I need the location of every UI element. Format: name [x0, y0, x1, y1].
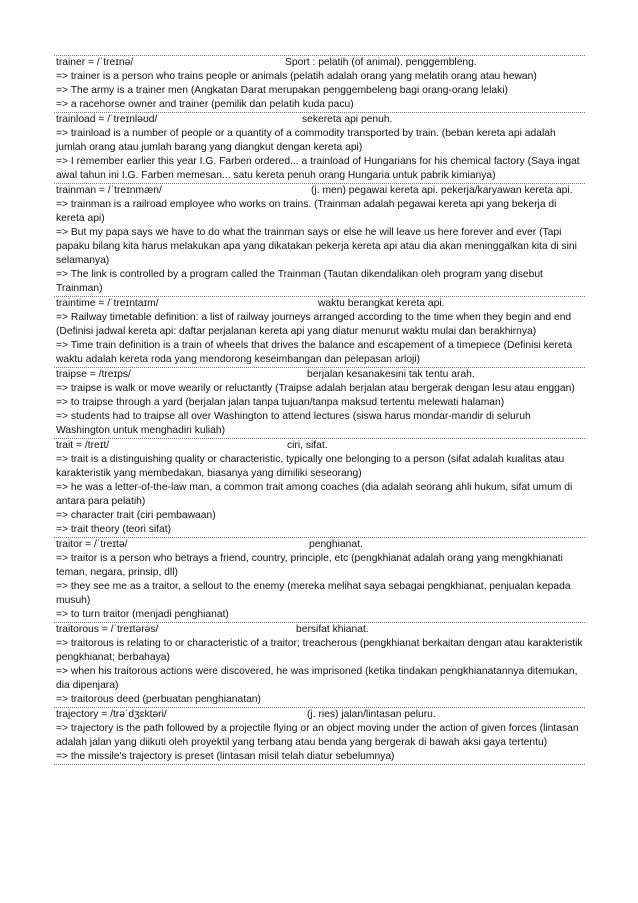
glossary-entry	[54, 439, 585, 538]
entry-term: traipse = /treɪps/	[56, 369, 131, 380]
glossary-entry	[54, 623, 585, 708]
entry-header	[56, 184, 583, 198]
example-line: => traitor is a person who betrays a friend, country, principle, etc (pengkhianat adalah orang yang mengkhianati teman, negara, prinsip, dll)	[56, 553, 563, 578]
entry-header	[56, 623, 583, 637]
entry-term: trainer = /ˈtreɪnə/	[56, 57, 134, 68]
entry-definition: bersifat khianat.	[296, 624, 369, 635]
glossary-entry	[54, 113, 585, 184]
glossary-entry	[54, 184, 585, 297]
entry-header	[56, 368, 583, 382]
example-line: => traitorous deed (perbuatan penghianatan)	[56, 694, 261, 705]
glossary-entry	[54, 538, 585, 623]
example-line: => to traipse through a yard (berjalan jalan tanpa tujuan/tanpa maksud tertentu melewati halaman)	[56, 397, 505, 408]
glossary-entry	[54, 708, 585, 765]
example-line: => The link is controlled by a program called the Trainman (Tautan dikendalikan oleh program yang disebut Trainman)	[56, 269, 543, 294]
example-line: => The army is a trainer men (Angkatan Darat merupakan penggembeleng bagi orang-orang lelaki)	[56, 85, 508, 96]
example-line: => traitorous is relating to or characteristic of a traitor; treacherous (pengkhianat berkaitan dengan atau karakteristik pengkhianat; berbahaya)	[56, 638, 583, 663]
entry-term: trainman = /ˈtreɪnmæn/	[56, 185, 162, 196]
example-line: => But my papa says we have to do what the trainman says or else he will leave us here forever and ever (Tapi papaku bilang kita harus melakukan apa yang dikatakan pekerja kereta api atau dia akan meninggalkan kita di sini selamanya)	[56, 227, 577, 266]
entry-definition: (j. men) pegawai kereta api. pekerja/karyawan kereta api.	[311, 185, 573, 196]
example-line: => Time train definition is a train of wheels that drives the balance and escapement of a timepiece (Definisi kereta waktu adalah kereta roda yang mendorong keseimbangan dan pelepasan arloji)	[56, 340, 573, 365]
example-line: => trait is a distinguishing quality or characteristic, typically one belonging to a person (sifat adalah kualitas atau karakteristik yang membedakan, biasanya yang dimiliki seseorang)	[56, 454, 565, 479]
glossary-sheet	[54, 55, 585, 765]
example-line: => Railway timetable definition: a list of railway journeys arranged according to the time when they begin and end (Definisi jadwal kereta api: daftar perjalanan kereta api yang diatur menurut waktu mulai dan berakhirnya)	[56, 312, 572, 337]
example-line: => they see me as a traitor, a sellout to the enemy (mereka melihat saya sebagai pengkhianat, penjualan kepada musuh)	[56, 581, 571, 606]
entry-header	[56, 297, 583, 311]
entry-term: traitor = /ˈtreɪtə/	[56, 539, 128, 550]
glossary-entry	[54, 297, 585, 368]
example-line: => when his traitorous actions were discovered, he was imprisoned (ketika tindakan pengkhianatannya ditemukan, dia dipenjara)	[56, 666, 578, 691]
entry-header	[56, 56, 583, 70]
entry-term: traitorous = /ˈtreɪtərəs/	[56, 624, 159, 635]
entry-header	[56, 538, 583, 552]
example-line: => a racehorse owner and trainer (pemilik dan pelatih kuda pacu)	[56, 99, 354, 110]
example-line: => character trait (ciri pembawaan)	[56, 510, 216, 521]
entry-definition: (j. ries) jalan/lintasan peluru.	[307, 709, 436, 720]
entry-definition: waktu berangkat kereta api.	[318, 298, 445, 309]
glossary-entry	[54, 368, 585, 439]
example-line: => trait theory (teori sifat)	[56, 524, 172, 535]
example-line: => trajectory is the path followed by a projectile flying or an object moving under the action of given forces (lintasan adalah jalan yang diikuti oleh proyektil yang terbang atau benda yang bergerak di bawah aksi gaya tertentu)	[56, 723, 579, 748]
entry-term: traintime = /ˈtreɪntaɪm/	[56, 298, 159, 309]
example-line: => he was a letter-of-the-law man, a common trait among coaches (dia adalah seorang ahli hukum, sifat umum di antara para pelatih)	[56, 482, 573, 507]
example-line: => trainman is a railroad employee who works on trains. (Trainman adalah pegawai kereta api yang bekerja di kereta api)	[56, 199, 557, 224]
entry-definition: berjalan kesanakesini tak tentu arah.	[307, 369, 475, 380]
example-line: => trainer is a person who trains people or animals (pelatih adalah orang yang melatih orang atau hewan)	[56, 71, 537, 82]
entry-definition: penghianat.	[309, 539, 363, 550]
example-line: => I remember earlier this year I.G. Farben ordered... a trainload of Hungarians for his chemical factory (Saya ingat awal tahun ini I.G. Farben memesan... satu kereta penuh orang Hungaria untuk pabrik kimianya)	[56, 156, 580, 181]
entry-definition: sekereta api penuh.	[302, 114, 393, 125]
glossary-entry	[54, 55, 585, 113]
entry-definition: Sport : pelatih (of animal). penggembleng.	[285, 57, 477, 68]
example-line: => to turn traitor (menjadi penghianat)	[56, 609, 229, 620]
entry-term: trait = /treɪt/	[56, 440, 110, 451]
example-line: => students had to traipse all over Washington to attend lectures (siswa harus mondar-mandir di seluruh Washington untuk menghadiri kuliah)	[56, 411, 531, 436]
example-line: => traipse is walk or move wearily or reluctantly (Traipse adalah berjalan atau bergerak dengan lesu atau enggan)	[56, 383, 575, 394]
entry-definition: ciri, sifat.	[287, 440, 328, 451]
example-line: => trainload is a number of people or a quantity of a commodity transported by train. (beban kereta api adalah jumlah orang atau jumlah barang yang diangkut dengan kereta api)	[56, 128, 556, 153]
entry-header	[56, 439, 583, 453]
entry-header	[56, 113, 583, 127]
entry-term: trainload = /ˈtreɪnləʊd/	[56, 114, 158, 125]
entry-term: trajectory = /trəˈdʒɛktəri/	[56, 709, 167, 720]
entry-header	[56, 708, 583, 722]
example-line: => the missile's trajectory is preset (lintasan misil telah diatur sebelumnya)	[56, 751, 395, 762]
